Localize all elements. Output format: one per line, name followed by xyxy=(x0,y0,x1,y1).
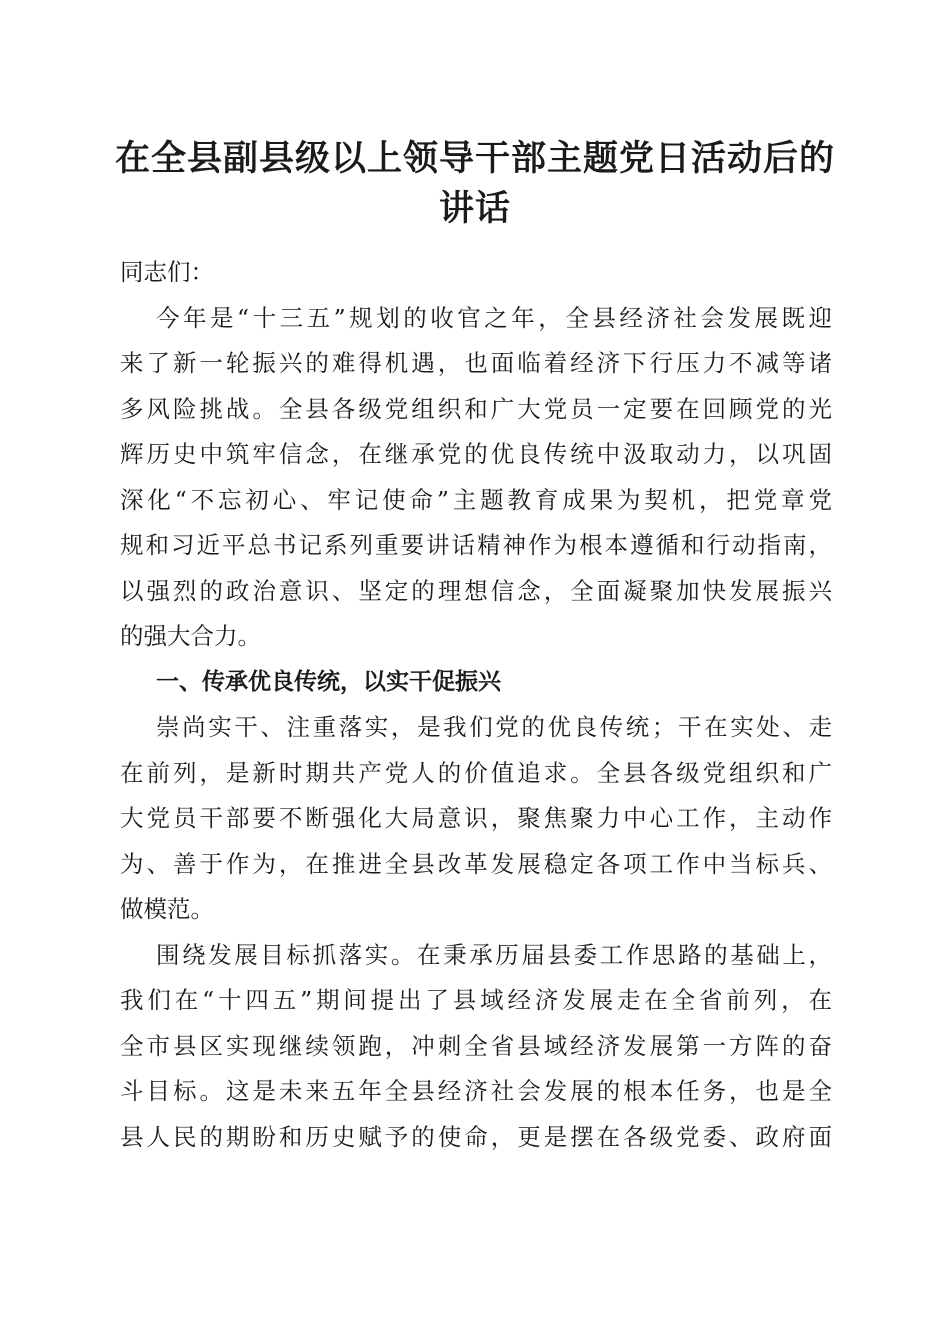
paragraph-line: 大党员干部要不断强化大局意识，聚焦聚力中心工作，主动作 xyxy=(120,804,832,832)
paragraph-line: 深化“不忘初心、牢记使命”主题教育成果为契机，把党章党 xyxy=(120,485,832,514)
paragraph-line: 规和习近平总书记系列重要讲话精神作为根本遵循和行动指南， xyxy=(120,531,832,559)
title-line-2: 讲话 xyxy=(438,188,511,229)
paragraph-line: 多风险挑战。全县各级党组织和广大党员一定要在回顾党的光 xyxy=(120,394,832,423)
paragraph-line: 全市县区实现继续领跑，冲刺全省县域经济发展第一方阵的奋 xyxy=(120,1031,832,1060)
paragraph-2 xyxy=(120,705,832,933)
section-heading: 一、传承优良传统，以实干促振兴 xyxy=(156,668,501,695)
paragraph-line: 今年是“十三五”规划的收官之年，全县经济社会发展既迎 xyxy=(156,303,832,332)
paragraph-line: 围绕发展目标抓落实。在秉承历届县委工作思路的基础上， xyxy=(156,940,832,969)
title-line-1: 在全县副县级以上领导干部主题党日活动后的 xyxy=(114,138,835,179)
paragraph-line: 的强大合力。 xyxy=(120,622,261,650)
paragraph-line: 在前列，是新时期共产党人的价值追求。全县各级党组织和广 xyxy=(120,758,832,787)
paragraph-1 xyxy=(120,296,832,660)
document-title xyxy=(110,134,840,234)
document-body xyxy=(120,250,832,1160)
paragraph-3 xyxy=(120,933,832,1161)
paragraph-line: 崇尚实干、注重落实，是我们党的优良传统；干在实处、走 xyxy=(156,713,832,741)
paragraph-line: 我们在“十四五”期间提出了县域经济发展走在全省前列，在 xyxy=(120,986,832,1014)
paragraph-line: 为、善于作为，在推进全县改革发展稳定各项工作中当标兵、 xyxy=(120,849,832,878)
paragraph-line: 来了新一轮振兴的难得机遇，也面临着经济下行压力不减等诸 xyxy=(120,349,832,377)
paragraph-line: 以强烈的政治意识、坚定的理想信念，全面凝聚加快发展振兴 xyxy=(120,576,832,605)
paragraph-line: 做模范。 xyxy=(120,895,214,923)
paragraph-line: 辉历史中筑牢信念，在继承党的优良传统中汲取动力，以巩固 xyxy=(120,440,832,468)
paragraph-line: 斗目标。这是未来五年全县经济社会发展的根本任务，也是全 xyxy=(120,1077,832,1105)
paragraph-line: 县人民的期盼和历史赋予的使命，更是摆在各级党委、政府面 xyxy=(120,1122,832,1151)
salutation: 同志们： xyxy=(120,258,214,286)
